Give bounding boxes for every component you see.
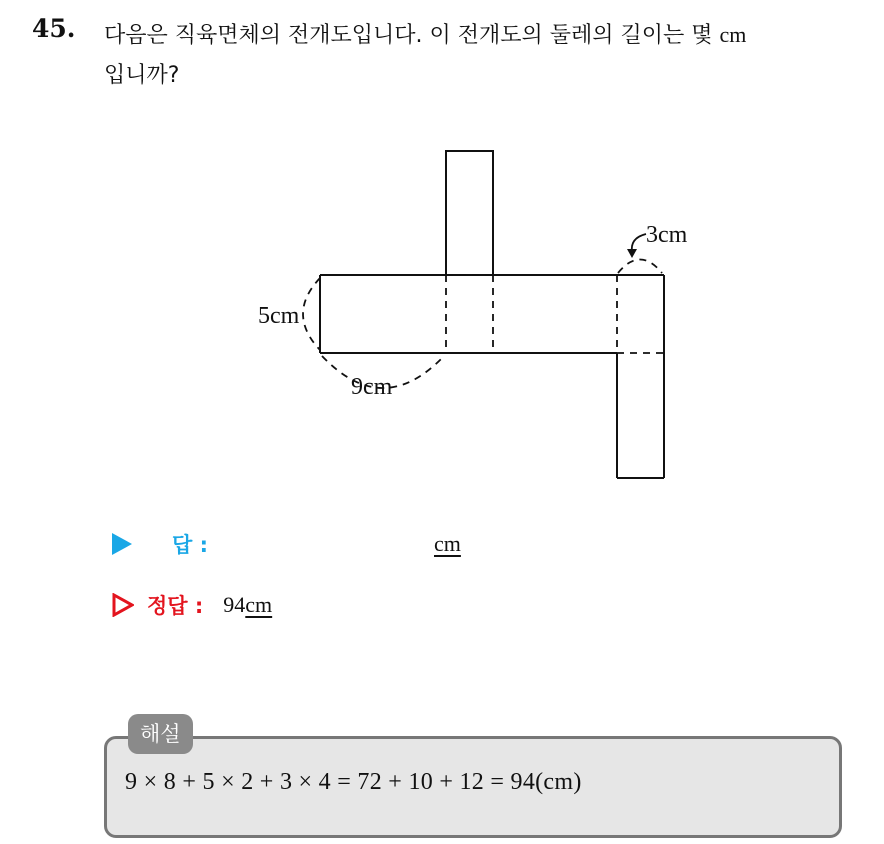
correct-value: 94: [223, 592, 246, 617]
answer-row: [112, 526, 461, 562]
correct-answer-row: [112, 587, 272, 623]
question-number: 45.: [32, 14, 76, 43]
label-3cm: 3cm: [646, 222, 688, 248]
question-line1: 다음은 직육면체의 전개도입니다. 이 전개도의 둘레의 길이는 몇: [104, 23, 713, 48]
explanation-formula: 9 × 8 + 5 × 2 + 3 × 4 = 72 + 10 + 12 = 94(cm): [125, 769, 582, 795]
net-solid-lines: [320, 151, 664, 478]
play-outline-icon: [112, 593, 134, 617]
explanation-tab: 해설: [128, 714, 193, 754]
top-face: [446, 151, 493, 275]
question-unit: cm: [719, 22, 747, 47]
label-9cm: 9cm: [351, 374, 393, 400]
correct-unit: cm: [245, 592, 273, 617]
net-fold-lines: [303, 260, 664, 389]
question-line2: 입니까?: [104, 63, 180, 88]
correct-label: 정답 :: [147, 594, 204, 618]
play-filled-icon: [112, 533, 132, 555]
width-arc: [618, 260, 662, 274]
label-5cm: 5cm: [258, 303, 300, 329]
pointer-arrowhead: [627, 249, 637, 258]
height-arc: [303, 278, 320, 350]
answer-blank-unit: cm: [434, 531, 461, 556]
answer-label: 답 :: [172, 533, 208, 557]
